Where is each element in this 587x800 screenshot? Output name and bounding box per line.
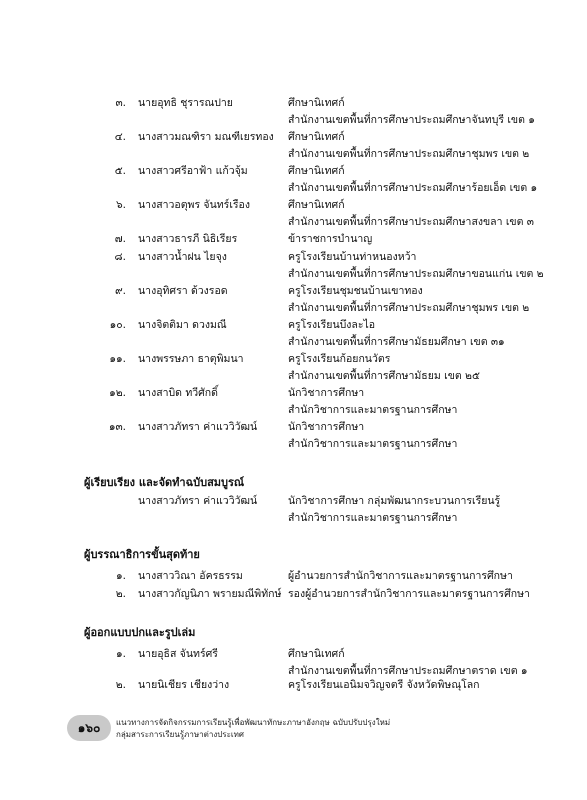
section-title: ผู้บรรณาธิการขั้นสุดท้าย [84,548,200,561]
person-affiliation: สำนักงานเขตพื้นที่การศึกษาประถมศึกษาจันทบุรี เขต ๑ [288,114,535,126]
person-affiliation: สำนักวิชาการและมาตรฐานการศึกษา [288,404,458,416]
footer-line-2: กลุ่มสาระการเรียนรู้ภาษาต่างประเทศ [116,730,244,739]
person-affiliation: สำนักงานเขตพื้นที่การศึกษาประถมศึกษาตราด เขต ๑ [288,665,528,677]
person-name: นางสาวภัทรา ค่าแววิวัฒน์ [138,495,258,507]
person-position: ศึกษานิเทศก์ [288,199,345,211]
person-name: นางจิตติมา ดวงมณี [138,319,227,331]
item-number: ๓. [115,97,126,109]
item-number: ๑. [115,570,126,582]
person-position: ครูโรงเรียนชุมชนบ้านเขาทอง [288,285,423,297]
person-affiliation: สำนักงานเขตพื้นที่การศึกษาประถมศึกษาขอนแก่น เขต ๒ [288,268,544,280]
person-affiliation: สำนักงานเขตพื้นที่การศึกษามัธยมศึกษา เขต ๓๑ [288,336,505,348]
item-number: ๑๑. [109,353,126,365]
person-name: นางสาวศรีอาฟ้า แก้วจุ้ม [138,165,248,177]
person-position: ศึกษานิเทศก์ [288,165,345,177]
item-number: ๑๓. [108,421,126,433]
person-position: ผู้อำนวยการสำนักวิชาการและมาตรฐานการศึกษา [288,570,513,582]
person-name: นางอุทิศรา ด้วงรอด [138,285,228,297]
person-affiliation: สำนักงานเขตพื้นที่การศึกษาประถมศึกษาสงขลา เขต ๓ [288,216,534,228]
person-name: นายอุธิส จันทร์ศรี [138,648,218,660]
person-position: รองผู้อำนวยการสำนักวิชาการและมาตรฐานการศึกษา [288,588,530,600]
person-affiliation: สำนักงานเขตพื้นที่การศึกษามัธยม เขต ๒๕ [288,370,480,382]
item-number: ๑. [115,648,126,660]
person-name: นางสาวภัทรา ค่าแววิวัฒน์ [138,421,258,433]
item-number: ๑๐. [109,319,126,331]
person-name: นางสาวมณฑิรา มณฑีเยรทอง [138,131,274,143]
item-number: ๘. [114,251,126,263]
person-name: นางสาวธารภี นิธิเรียร [138,233,238,245]
person-affiliation: สำนักงานเขตพื้นที่การศึกษาประถมศึกษาร้อยเอ็ด เขต ๑ [288,182,538,194]
person-position: ศึกษานิเทศก์ [288,97,345,109]
item-number: ๖. [115,199,126,211]
item-number: ๗. [114,233,126,245]
person-position: นักวิชาการศึกษา กลุ่มพัฒนากระบวนการเรียนรู้ [288,495,501,507]
person-name: นางพรรษภา ธาตุพิมนา [138,353,244,365]
item-number: ๕. [114,165,126,177]
person-position: นักวิชาการศึกษา [288,387,365,399]
person-position: ศึกษานิเทศก์ [288,648,345,660]
item-number: ๒. [115,679,126,691]
person-name: นายอุทธิ ชุรารณปาย [138,97,233,109]
person-name: นางสาววิณา อัครธรรม [138,570,243,582]
person-affiliation: สำนักวิชาการและมาตรฐานการศึกษา [288,512,458,524]
person-name: นายนิเชียร เชียงว่าง [138,679,230,691]
person-position: ข้าราชการบำนาญ [288,233,373,245]
person-affiliation: สำนักงานเขตพื้นที่การศึกษาประถมศึกษาชุมพร เขต ๒ [288,148,530,160]
page-number-badge [67,715,111,741]
item-number: ๔. [114,131,126,143]
person-affiliation: สำนักวิชาการและมาตรฐานการศึกษา [288,438,458,450]
person-name: นางสาวน้ำฝน ไยจุง [138,251,227,263]
section-title: ผู้เรียบเรียง และจัดทำฉบับสมบูรณ์ [84,476,245,489]
section-title: ผู้ออกแบบปกและรูปเล่ม [84,626,196,639]
item-number: ๙. [114,285,126,297]
page-number: ๑๖๐ [77,720,101,735]
item-number: ๑๒. [109,387,126,399]
person-name: นางสาวกัญนิภา พรายมณีพิทักษ์ [138,588,282,600]
person-position: ครูโรงเรียนก้อยกนวัตร [288,353,391,365]
person-affiliation: สำนักงานเขตพื้นที่การศึกษาประถมศึกษาชุมพร เขต ๒ [288,302,530,314]
item-number: ๒. [115,588,126,600]
person-name: นางสาบิด ทวีศักดิ์ [138,387,218,399]
person-position: นักวิชาการศึกษา [288,421,365,433]
person-position: ศึกษานิเทศก์ [288,131,345,143]
person-position: ครูโรงเรียนเอนิมจวิญจตรี จังหวัดพิษณุโลก [288,679,480,691]
person-position: ครูโรงเรียนบ้านท่าหนองหว้า [288,251,417,263]
person-position: ครูโรงเรียนบึงละไอ [288,319,376,331]
footer-line-1: แนวทางการจัดกิจกรรมการเรียนรู้เพื่อพัฒนาทักษะภาษาอังกฤษ ฉบับปรับปรุงใหม่ [116,718,391,727]
person-name: นางสาวอตุพร จันทร์เรือง [138,199,250,211]
